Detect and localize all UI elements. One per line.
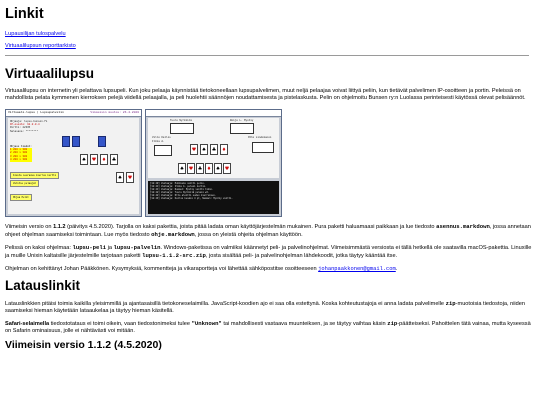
text: . Windows-paketissa on valmiiksi käännetyt peli- ja palvelinohjelmat. Viimeisimmästä versiosta ei tällä hetkellä ole saatavilla macOS-pakettia. Linuxille ja muille Unixin kaltaisille järjestelmille tarjotaan paketti (5, 245, 532, 260)
page-title: Linkit (5, 6, 44, 22)
program-name: lupsu-palvelin (113, 244, 161, 252)
programs-paragraph (5, 244, 532, 261)
filename-ohje: ohje.markdown (151, 230, 195, 238)
hand-card[interactable]: ♥ (223, 163, 231, 174)
bank-line: 3 200 x 300 (10, 155, 32, 158)
window-title: Virtuaali-lupsu | Lupsupalvelin (8, 111, 64, 115)
card-back (62, 136, 70, 147)
text: (päivitys 4.5.2020). Tarjolla on kaksi pakettia, joista pitää ladata oman käyttöjärjestelmän mukainen. Pura paketti haluamaasi paikkaan ja lue tiedosto (65, 223, 437, 230)
card: ♥ (190, 144, 198, 155)
card-back (72, 136, 80, 147)
server-pane (8, 118, 139, 214)
control-games-button[interactable]: Ohjaa Pelit (10, 194, 32, 201)
player-area (154, 145, 172, 156)
player-label: Ville Kallis (152, 135, 171, 139)
safari-paragraph (5, 320, 532, 336)
intro-paragraph: Virtuaalilupsu on internetin yli pelattava lupsupeli. Kun joku pelaaja käynnistää tietokoneellaan lupsupalvelimen, muut neljä pelaajaa voivat liittyä peliin, kun tietävät palvelimen IP-osoitteen ja portin. Peleissä on mahdollista pelata kymmenen kierroksen pelejä viidellä pelaajalla, ja peli huolehtii säännöjen noudattamisesta ja pistelaskusta. Pelin on ohjelmoitu Bunsen ry:n Luolassa perinteisesti käytössä olevat pelisäännöt. (5, 88, 526, 102)
email-link[interactable]: johanpaakkonen@gmail.com (318, 265, 396, 272)
text: tai mahdollisesti vastaava muunteiksen, ja se täytyy vaihtaa käsin (221, 320, 388, 327)
text: tiedostotataus ei toimi oikein, vaan tiedostonimeksi tulee (49, 320, 192, 327)
version-paragraph (5, 223, 532, 240)
window-subtitle: Viimeisin muutos: 26.4.2020 (90, 111, 139, 115)
console-line: [12:41] Vastaaja: Nommel: Mystiy voitti tikin. (150, 187, 214, 191)
card: ♥ (90, 154, 98, 165)
link-tulospalvelu[interactable]: Lupausilijan tulospalvelu (5, 31, 66, 37)
select-players-button[interactable]: Valitse pelaajat (10, 180, 39, 187)
bank-line: 4 200 x 300 (10, 158, 32, 161)
filename-asennus: asennus.markdown (436, 222, 490, 230)
card: ♦ (220, 144, 228, 155)
hand-card[interactable]: ♣ (196, 163, 204, 174)
player-area (230, 123, 254, 134)
card: ♣ (110, 154, 118, 165)
section-heading-virtuaalilupsu: Virtuaalilupsu (5, 66, 95, 81)
player-label: Reijo L. Mystiy (230, 118, 254, 122)
console-line: [12:40] Vastaaja: Pubikeko voitti pelin. (150, 181, 206, 185)
game-pane (148, 118, 279, 178)
card: ♠ (200, 144, 208, 155)
text: , josta sisältää peli- ja palvelinohjelman lähdekoodit, jotka täytyy kääntää itse. (205, 253, 398, 260)
divider (5, 55, 529, 56)
card: ♠ (116, 172, 124, 183)
bank-line: 2 200 x 300 (10, 151, 32, 154)
package-name: lupsu-1.1.2-src.zip (142, 252, 206, 260)
author-paragraph (5, 266, 532, 273)
text: ja (106, 245, 114, 252)
lataus-paragraph (5, 300, 532, 316)
window-titlebar (6, 110, 141, 117)
card: ♥ (126, 172, 134, 183)
section-heading-latauslinkit: Latauslinkit (5, 278, 81, 294)
zip-code: zip (445, 300, 456, 308)
zip-code: zip (387, 319, 398, 327)
console-line: [12:42] Vastaaja: Otto aloitti uuden kierroksen. (150, 193, 217, 197)
card-back (98, 136, 106, 147)
bank-title: Ohjaus tiedot: (10, 144, 32, 148)
screenshots (5, 109, 532, 217)
links-list (5, 31, 532, 50)
window-titlebar (146, 110, 281, 117)
text: Latauslinkkien pitäisi toimia kaikilla yleisimmillä ja ajantasaisillä tietokoneselaimilla. JavaScript-koodien ajo ei saa olla estettynä. Koska kohteutustajoja ei anna ladata palvelimelle (5, 301, 446, 308)
card: ♦ (100, 154, 108, 165)
card: ♠ (80, 154, 88, 165)
safari-label: Safari-selaimella (5, 320, 50, 327)
hand-card[interactable]: ♥ (187, 163, 195, 174)
hand-card[interactable]: ♠ (214, 163, 222, 174)
card: ♣ (210, 144, 218, 155)
text: Pelissä on kaksi ohjelmaa: (5, 245, 73, 252)
next-round-button[interactable]: Aloita seuraava kierros kortti (10, 172, 59, 179)
text: -muotoisia tiedostoja, niiden saamiseksi hieman käytetään lataaukelaa ja täytyy hieman käsitellä. (5, 301, 526, 315)
text: , jossa annetaan ohjeet ohjelman saamiseksi toimintaan. Lue myös tiedosto (5, 223, 531, 238)
info-line: Portti: 22335 (10, 126, 31, 130)
player-area (170, 123, 194, 134)
info-line: Salasana: ******** (10, 129, 39, 133)
player-label: Tuure Nyrkkilä (170, 118, 192, 122)
text: , jossa on yleistä ohjeita ohjelman käyttöön. (194, 231, 303, 238)
server-info (10, 120, 47, 134)
screenshot-server[interactable] (5, 109, 142, 217)
unknown-code: "Unknown" (191, 319, 222, 327)
text: -päätteiseksi. Pahoittelen tätä vainaa, mutta kyseessä on Safarin ominaisuus, jolle ei nähtävästi voi mitään. (5, 320, 531, 334)
bank-line: 1 200 x 300 (10, 148, 32, 151)
player-label: Otto Lindekanen (248, 135, 272, 139)
console-line: [12:43] Vastaaja: Kallis kesäsi 4 pt, Nommel: Mystiy voitti. (150, 197, 233, 201)
version-number: 1.1.2 (53, 223, 66, 230)
info-line: Ohjaaja: lupsu.bunsen.fi (10, 119, 48, 123)
text: Ohjelman on kehittänyt Johan Pääkkönen. Kysymyksiä, kommentteja ja vikaraportteja voi lähettää sähköpostitse osoitteeseen (5, 265, 319, 272)
control-info (10, 145, 32, 162)
player-label: Ilkka A. (152, 139, 165, 143)
latest-version-heading: Viimeisin versio 1.1.2 (4.5.2020) (5, 339, 162, 352)
screenshot-game[interactable] (145, 109, 282, 217)
console-line: [12:41] Vastaaja: Ilkka A. pelasi kortin. (150, 184, 207, 188)
link-reporttarkisto[interactable]: Virtuaalilupsun reporttarkisto (5, 43, 76, 49)
text: . (395, 265, 398, 272)
game-console (148, 181, 279, 214)
info-line: IP-osoite: 10.0.0.4 (10, 123, 40, 126)
text: Viimeisin versio on (5, 223, 54, 230)
console-line: [12:42] Vastaaja: Tuure Nyrkkilä pelasi ♦5. (150, 190, 210, 194)
hand-card[interactable]: ♠ (178, 163, 186, 174)
hand-card[interactable]: ♦ (205, 163, 213, 174)
player-area (252, 142, 274, 153)
program-name: lupsu-peli (72, 244, 107, 252)
